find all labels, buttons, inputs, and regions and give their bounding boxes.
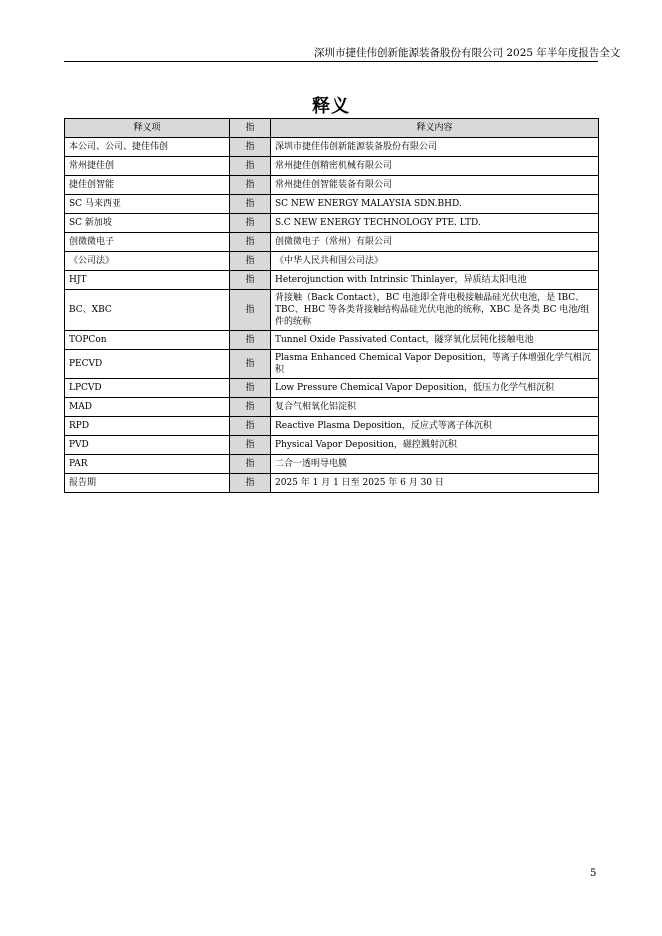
header-definition: 释义内容 [271,119,599,138]
definition-cell: Plasma Enhanced Chemical Vapor Deposition，等离子体增强化学气相沉积 [271,350,599,379]
table-row [65,455,599,474]
page-title: 释义 [312,96,350,117]
table-row [65,417,599,436]
definition-cell: SC NEW ENERGY MALAYSIA SDN.BHD. [271,195,599,214]
term-cell: 常州捷佳创 [65,157,230,176]
ref-cell: 指 [230,176,271,195]
definition-cell: Heterojunction with Intrinsic Thinlayer，异质结太阳电池 [271,271,599,290]
page-header: 深圳市捷佳伟创新能源装备股份有限公司 2025 年半年度报告全文 [314,47,621,59]
definitions-table [64,118,599,493]
table-row [65,195,599,214]
ref-cell: 指 [230,271,271,290]
term-cell: RPD [65,417,230,436]
definition-cell: Tunnel Oxide Passivated Contact，隧穿氧化层钝化接触电池 [271,331,599,350]
ref-cell: 指 [230,233,271,252]
term-cell: 创微微电子 [65,233,230,252]
term-cell: SC 马来西亚 [65,195,230,214]
definition-cell: 常州捷佳创精密机械有限公司 [271,157,599,176]
term-cell: PAR [65,455,230,474]
table-row [65,157,599,176]
ref-cell: 指 [230,138,271,157]
term-cell: HJT [65,271,230,290]
definition-cell: S.C NEW ENERGY TECHNOLOGY PTE. LTD. [271,214,599,233]
definition-cell: Low Pressure Chemical Vapor Deposition，低压力化学气相沉积 [271,379,599,398]
term-cell: TOPCon [65,331,230,350]
ref-cell: 指 [230,331,271,350]
table-row [65,350,599,379]
term-cell: 捷佳创智能 [65,176,230,195]
definition-cell: Reactive Plasma Deposition，反应式等离子体沉积 [271,417,599,436]
ref-cell: 指 [230,398,271,417]
table-header-row [65,119,599,138]
ref-cell: 指 [230,350,271,379]
term-cell: 《公司法》 [65,252,230,271]
definition-cell: 2025 年 1 月 1 日至 2025 年 6 月 30 日 [271,474,599,493]
term-cell: PVD [65,436,230,455]
term-cell: 报告期 [65,474,230,493]
ref-cell: 指 [230,195,271,214]
header-term: 释义项 [65,119,230,138]
ref-cell: 指 [230,436,271,455]
definition-cell: 二合一透明导电膜 [271,455,599,474]
ref-cell: 指 [230,214,271,233]
page-number: 5 [590,868,597,879]
table-row [65,214,599,233]
table-row [65,176,599,195]
definition-cell: 常州捷佳创智能装备有限公司 [271,176,599,195]
table-row [65,271,599,290]
term-cell: 本公司、公司、捷佳伟创 [65,138,230,157]
definition-cell: Physical Vapor Deposition，磁控溅射沉积 [271,436,599,455]
ref-cell: 指 [230,157,271,176]
term-cell: SC 新加坡 [65,214,230,233]
table-row [65,331,599,350]
term-cell: BC、XBC [65,290,230,331]
ref-cell: 指 [230,417,271,436]
table-row [65,252,599,271]
definition-cell: 《中华人民共和国公司法》 [271,252,599,271]
term-cell: MAD [65,398,230,417]
ref-cell: 指 [230,290,271,331]
term-cell: LPCVD [65,379,230,398]
header-divider [64,61,598,62]
definition-cell: 背接触（Back Contact），BC 电池即全背电极接触晶硅光伏电池，是 IBC、TBC、HBC 等各类背接触结构晶硅光伏电池的统称，XBC 是各类 BC 电池/组件的统称 [271,290,599,331]
ref-cell: 指 [230,252,271,271]
term-cell: PECVD [65,350,230,379]
table-row [65,233,599,252]
ref-cell: 指 [230,379,271,398]
table-row [65,474,599,493]
table-row [65,398,599,417]
ref-cell: 指 [230,474,271,493]
table-row [65,138,599,157]
definition-cell: 创微微电子（常州）有限公司 [271,233,599,252]
header-ref: 指 [230,119,271,138]
definition-cell: 深圳市捷佳伟创新能源装备股份有限公司 [271,138,599,157]
ref-cell: 指 [230,455,271,474]
table-row [65,379,599,398]
table-row [65,290,599,331]
definition-cell: 复合气相氧化铝淀积 [271,398,599,417]
table-row [65,436,599,455]
